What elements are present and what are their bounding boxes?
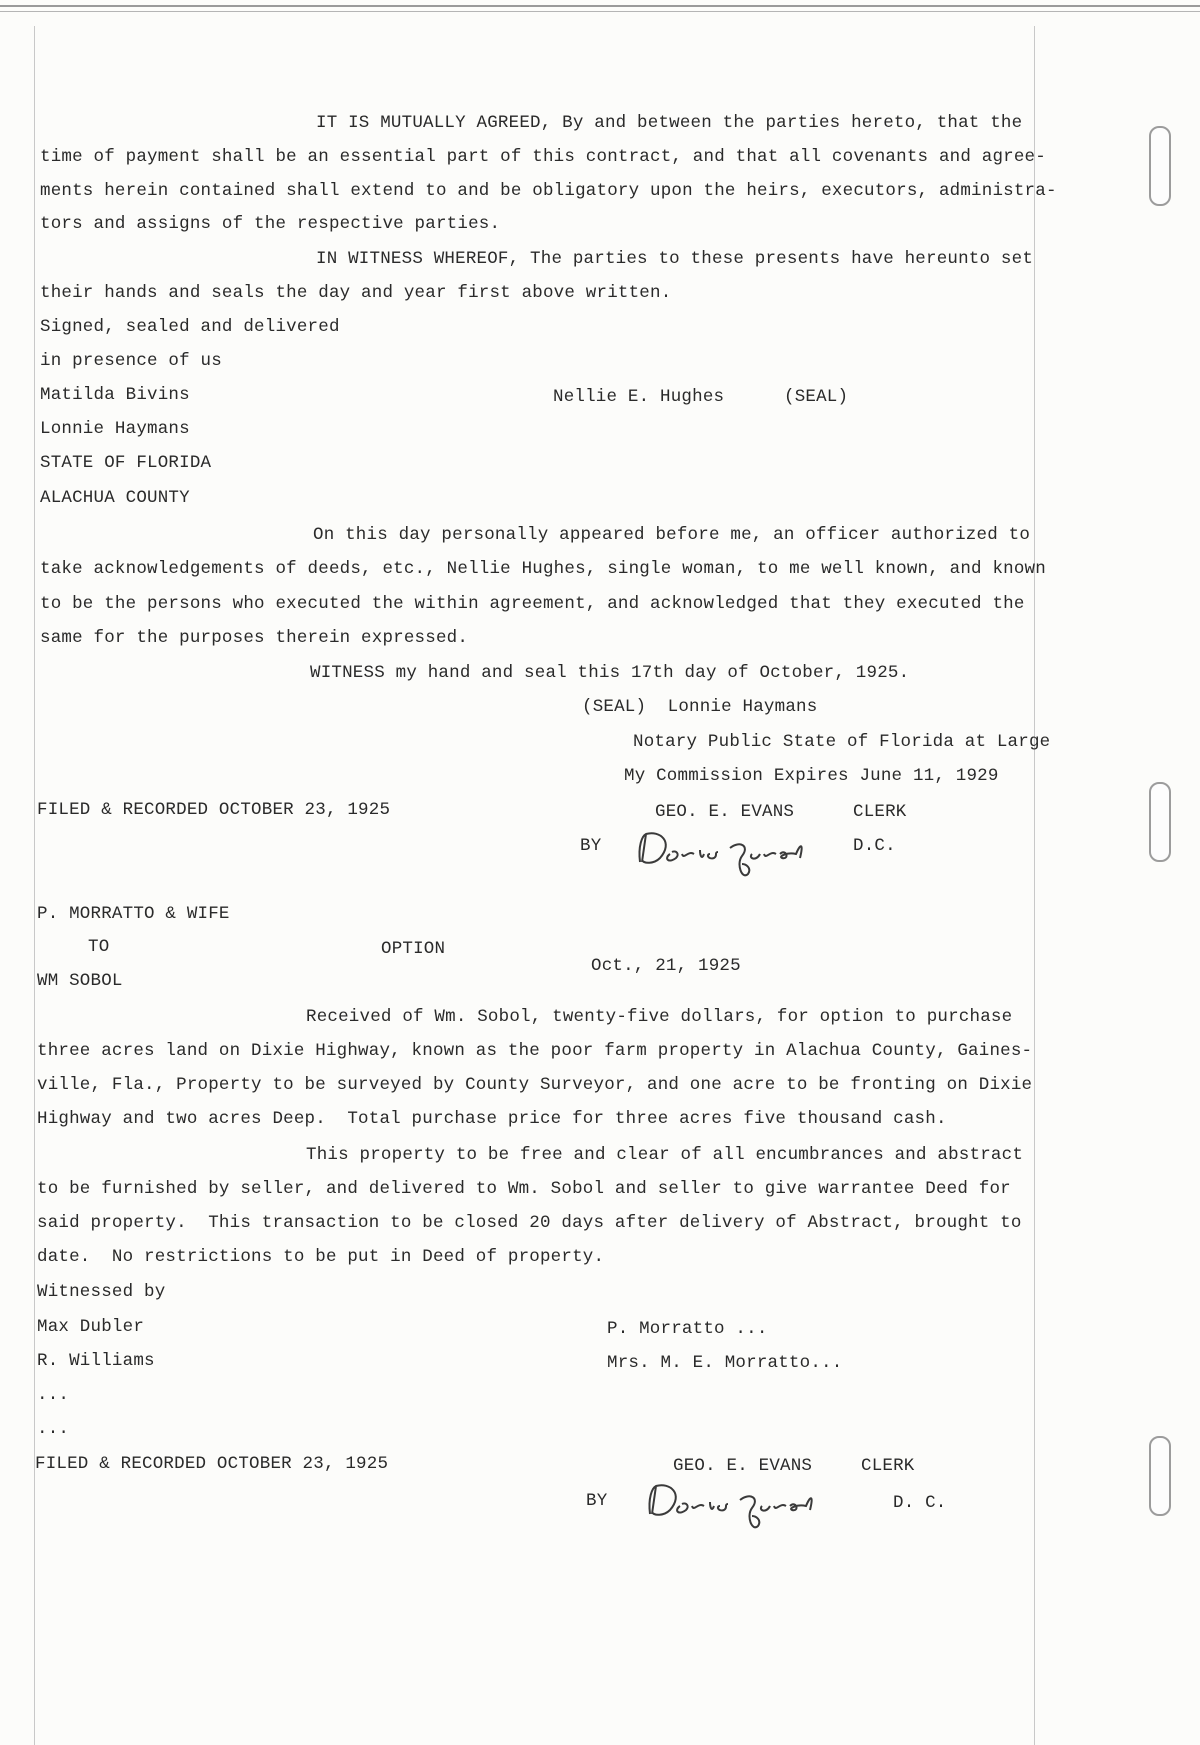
notary-witness-line: WITNESS my hand and seal this 17th day of October, 1925. [310, 663, 910, 683]
option-paragraph-line: three acres land on Dixie Highway, known as the poor farm property in Alachua County, Gaines- [37, 1041, 1033, 1061]
witnessed-by-label: Witnessed by [37, 1282, 166, 1302]
filed-recorded-line: FILED & RECORDED OCTOBER 23, 1925 [37, 800, 391, 820]
acknowledgement-line: same for the purposes therein expressed. [40, 628, 469, 648]
contract-paragraph-line: ments herein contained shall extend to and be obligatory upon the heirs, executors, administra- [40, 181, 1057, 201]
witness-name: Max Dubler [37, 1317, 145, 1337]
commission-expiry: My Commission Expires June 11, 1929 [624, 766, 999, 786]
left-margin-line [34, 26, 35, 1745]
binder-hole-bottom [1149, 1436, 1171, 1516]
option-paragraph-line: ville, Fla., Property to be surveyed by County Surveyor, and one acre to be fronting on Dixie [37, 1075, 1033, 1095]
signatory-name: Nellie E. Hughes [553, 387, 725, 407]
deputy-clerk-signature [630, 824, 860, 884]
filed-recorded-line: FILED & RECORDED OCTOBER 23, 1925 [35, 1454, 389, 1474]
ellipsis-line: ... [37, 1385, 70, 1405]
county-heading: ALACHUA COUNTY [40, 488, 190, 508]
attestation-line: in presence of us [40, 351, 222, 371]
to-label: TO [88, 937, 110, 957]
witness-clause-line: their hands and seals the day and year first above written. [40, 283, 672, 303]
right-margin-line [1034, 26, 1035, 1745]
by-label: BY [580, 836, 602, 856]
by-label: BY [586, 1491, 608, 1511]
deputy-clerk-signature [640, 1476, 870, 1536]
deputy-clerk-label: D. C. [893, 1493, 947, 1513]
state-heading: STATE OF FLORIDA [40, 453, 212, 473]
attestation-line: Signed, sealed and delivered [40, 317, 340, 337]
top-border-line-thin [0, 11, 1200, 12]
terms-paragraph-line: said property. This transaction to be closed 20 days after delivery of Abstract, brought to [37, 1213, 1022, 1233]
contract-paragraph-line: tors and assigns of the respective parties. [40, 214, 501, 234]
notary-name: (SEAL) Lonnie Haymans [582, 697, 818, 717]
seal-label: (SEAL) [784, 387, 849, 407]
grantor-heading: P. MORRATTO & WIFE [37, 904, 230, 924]
contract-paragraph-line: time of payment shall be an essential part of this contract, and that all covenants and agree- [40, 147, 1046, 167]
signatory-name: P. Morratto ... [607, 1319, 768, 1339]
top-border-line [0, 5, 1200, 7]
acknowledgement-line: to be the persons who executed the within agreement, and acknowledged that they executed the [40, 594, 1025, 614]
contract-paragraph-line: IT IS MUTUALLY AGREED, By and between the parties hereto, that the [316, 113, 1023, 133]
witness-name: Lonnie Haymans [40, 419, 190, 439]
witness-clause-line: IN WITNESS WHEREOF, The parties to these presents have hereunto set [316, 249, 1034, 269]
binder-hole-top [1149, 126, 1171, 206]
terms-paragraph-line: to be furnished by seller, and delivered to Wm. Sobol and seller to give warrantee Deed for [37, 1179, 1011, 1199]
grantee-heading: WM SOBOL [37, 971, 123, 991]
acknowledgement-line: take acknowledgements of deeds, etc., Nellie Hughes, single woman, to me well known, and known [40, 559, 1046, 579]
clerk-name: GEO. E. EVANS [655, 802, 795, 822]
clerk-title: CLERK [861, 1456, 915, 1476]
witness-name: Matilda Bivins [40, 385, 190, 405]
witness-name: R. Williams [37, 1351, 155, 1371]
clerk-name: GEO. E. EVANS [673, 1456, 813, 1476]
clerk-title: CLERK [853, 802, 907, 822]
terms-paragraph-line: date. No restrictions to be put in Deed of property. [37, 1247, 605, 1267]
instrument-type: OPTION [381, 939, 446, 959]
instrument-date: Oct., 21, 1925 [591, 956, 741, 976]
terms-paragraph-line: This property to be free and clear of all encumbrances and abstract [306, 1145, 1024, 1165]
signatory-name: Mrs. M. E. Morratto... [607, 1353, 843, 1373]
option-paragraph-line: Received of Wm. Sobol, twenty-five dollars, for option to purchase [306, 1007, 1013, 1027]
deputy-clerk-label: D.C. [853, 836, 896, 856]
ellipsis-line: ... [37, 1419, 70, 1439]
option-paragraph-line: Highway and two acres Deep. Total purchase price for three acres five thousand cash. [37, 1109, 947, 1129]
notary-title: Notary Public State of Florida at Large [633, 732, 1051, 752]
binder-hole-middle [1149, 782, 1171, 862]
acknowledgement-line: On this day personally appeared before me, an officer authorized to [313, 525, 1031, 545]
